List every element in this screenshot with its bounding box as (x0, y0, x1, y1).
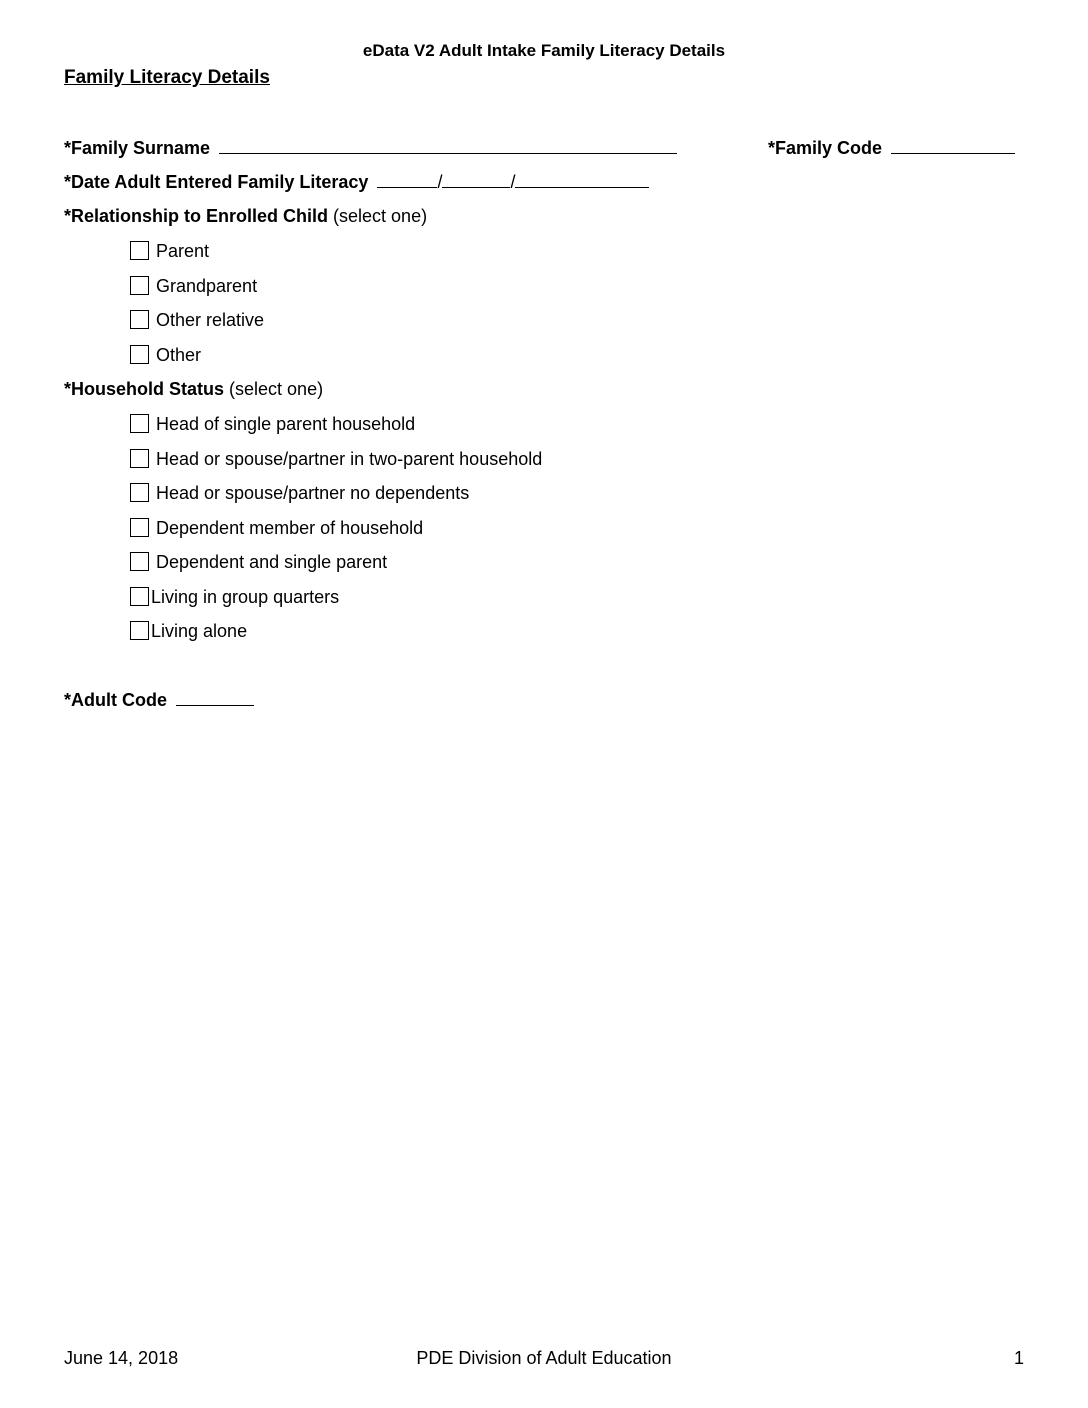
household-option-label: Head or spouse/partner in two-parent household (156, 449, 543, 469)
relationship-other-relative-checkbox[interactable] (130, 310, 149, 329)
relationship-parent-checkbox[interactable] (130, 241, 149, 260)
date-year-field[interactable] (515, 171, 649, 188)
family-code-field[interactable] (891, 137, 1015, 154)
household-dependent-single-parent-checkbox[interactable] (130, 552, 149, 571)
household-living-alone-checkbox[interactable] (130, 621, 149, 640)
adult-code-row (64, 689, 254, 711)
family-surname-label: *Family Surname (64, 138, 211, 158)
relationship-option-label: Other (156, 345, 202, 365)
date-month-field[interactable] (377, 171, 437, 188)
household-option-label: Living alone (151, 621, 248, 641)
relationship-option-label: Other relative (156, 310, 265, 330)
household-option-label: Living in group quarters (151, 587, 340, 607)
household-two-parent-checkbox[interactable] (130, 449, 149, 468)
relationship-grandparent-checkbox[interactable] (130, 276, 149, 295)
relationship-other-checkbox[interactable] (130, 345, 149, 364)
household-option-label: Dependent and single parent (156, 552, 388, 572)
relationship-label: *Relationship to Enrolled Child (64, 206, 329, 226)
section-title: Family Literacy Details (64, 67, 270, 88)
relationship-hint: (select one) (333, 206, 428, 226)
relationship-option-label: Grandparent (156, 276, 258, 296)
adult-code-label: *Adult Code (64, 690, 167, 710)
household-option-label: Head or spouse/partner no dependents (156, 483, 470, 503)
household-no-dependents-checkbox[interactable] (130, 483, 149, 502)
family-code-row (768, 137, 1015, 159)
household-label: *Household Status (64, 379, 225, 399)
date-entered-row (64, 171, 649, 193)
family-surname-field[interactable] (219, 137, 677, 154)
date-separator: / (510, 172, 516, 192)
family-code-label: *Family Code (768, 138, 883, 158)
household-group-quarters-checkbox[interactable] (130, 587, 149, 606)
household-heading (64, 378, 323, 400)
date-day-field[interactable] (442, 171, 510, 188)
adult-code-field[interactable] (176, 689, 254, 706)
relationship-option-label: Parent (156, 241, 210, 261)
family-surname-row (64, 137, 677, 159)
household-option-label: Head of single parent household (156, 414, 416, 434)
date-separator: / (437, 172, 443, 192)
footer-organization: PDE Division of Adult Education (416, 1348, 672, 1368)
page-number: 1 (1013, 1348, 1024, 1368)
household-dependent-member-checkbox[interactable] (130, 518, 149, 537)
footer-date: June 14, 2018 (64, 1348, 179, 1368)
relationship-heading (64, 205, 427, 227)
date-entered-label: *Date Adult Entered Family Literacy (64, 172, 369, 192)
household-single-parent-checkbox[interactable] (130, 414, 149, 433)
household-hint: (select one) (229, 379, 324, 399)
household-option-label: Dependent member of household (156, 518, 424, 538)
document-title: eData V2 Adult Intake Family Literacy Details (362, 41, 726, 60)
